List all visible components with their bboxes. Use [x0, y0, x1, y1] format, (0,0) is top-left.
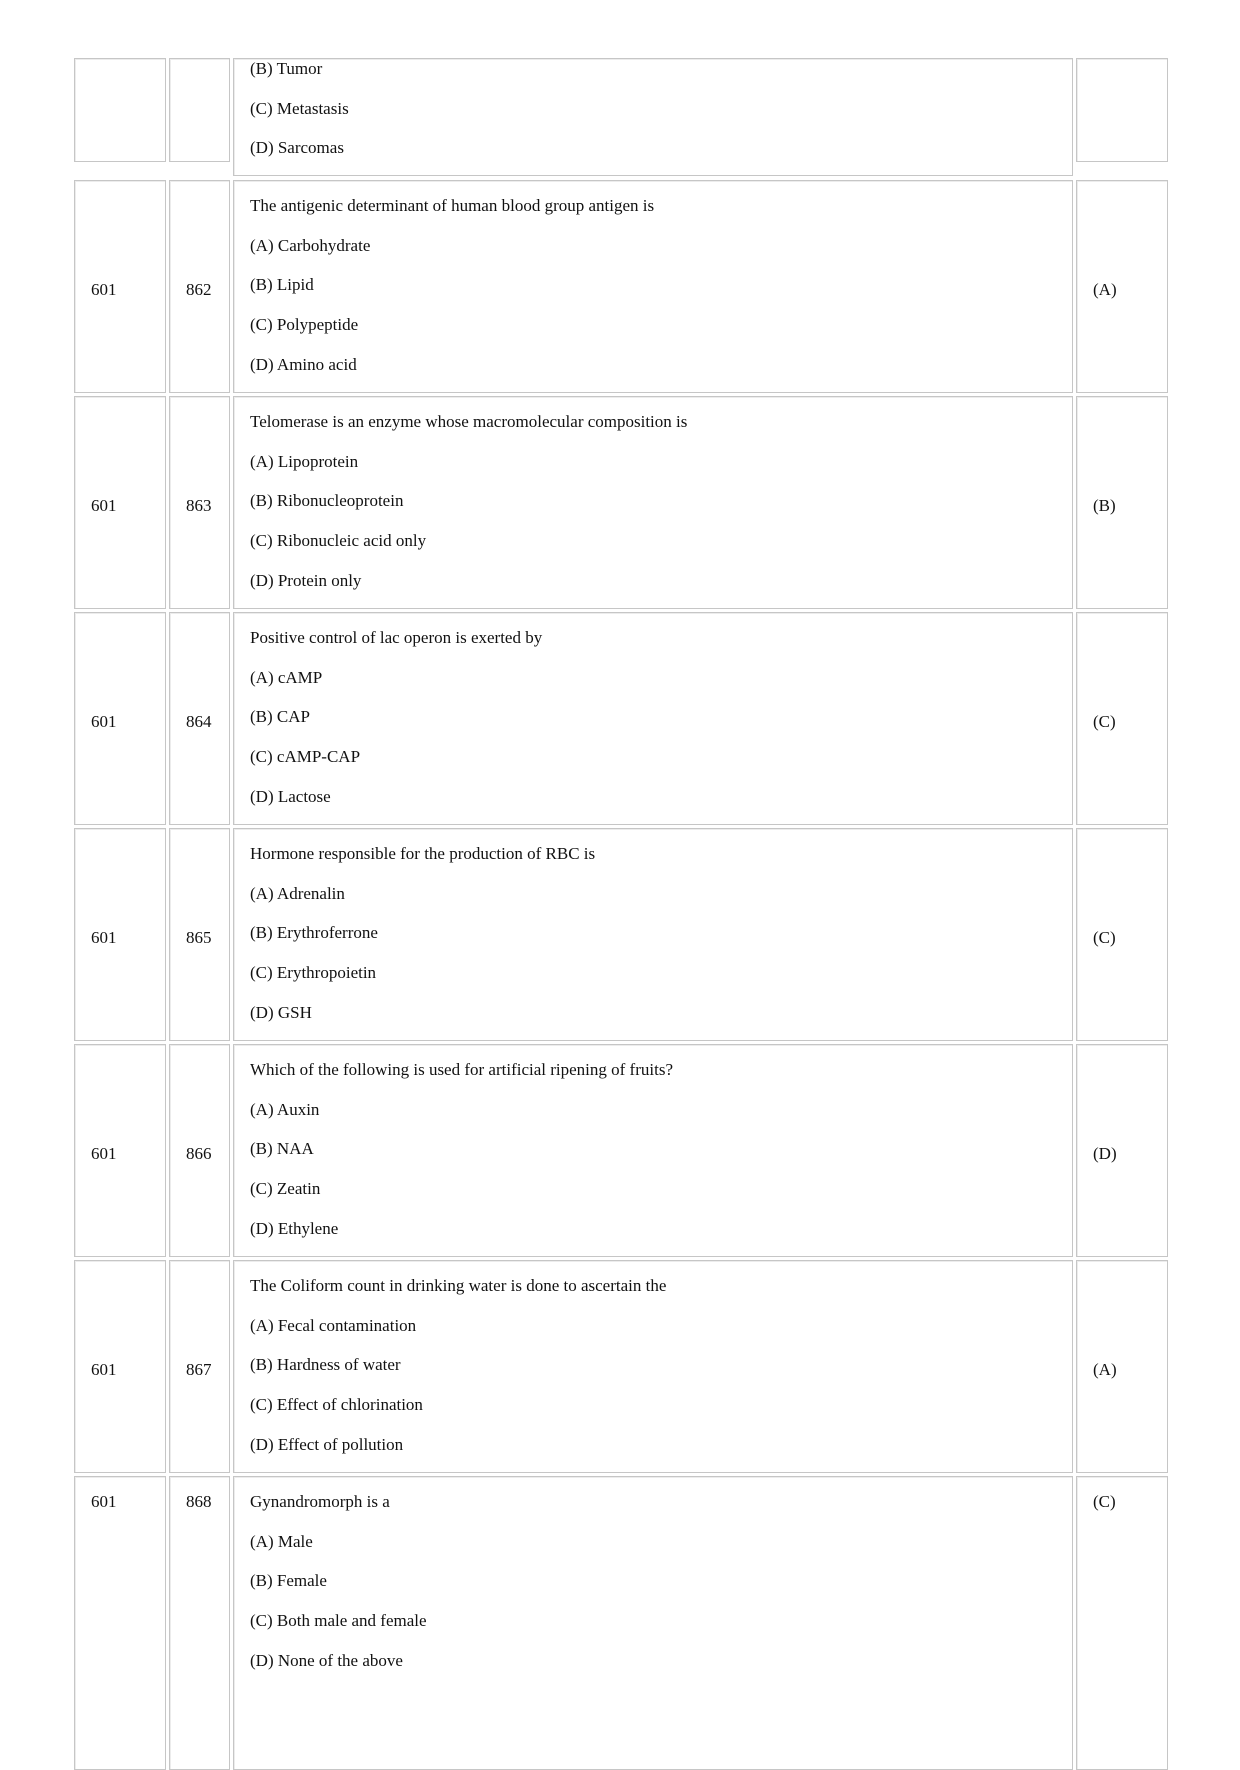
answer-key: (D) — [1093, 1143, 1117, 1163]
question-text: The antigenic determinant of human blood group antigen is — [250, 196, 655, 215]
option-text: (D) Ethylene — [250, 1218, 339, 1238]
option-text: (D) None of the above — [250, 1650, 403, 1670]
question-number: 862 — [186, 279, 212, 299]
answer-key: (C) — [1093, 711, 1116, 731]
option-text: (C) Erythropoietin — [250, 963, 377, 983]
option-text: (A) Fecal contamination — [250, 1315, 417, 1335]
question-number: 865 — [186, 927, 212, 947]
row-cell-code — [74, 180, 166, 393]
question-text: Telomerase is an enzyme whose macromolecular composition is — [250, 412, 688, 431]
option-text: (B) Female — [250, 1571, 327, 1591]
question-number: 867 — [186, 1359, 212, 1379]
option-text: (B) Hardness of water — [250, 1355, 401, 1375]
question-text: Gynandromorph is a — [250, 1492, 390, 1511]
option-text: (A) Auxin — [250, 1099, 320, 1119]
question-number: 864 — [186, 711, 212, 731]
option-text: (B) Ribonucleoprotein — [250, 491, 404, 511]
option-text: (C) Zeatin — [250, 1179, 321, 1199]
row-cell-code — [74, 828, 166, 1041]
option-text: (B) CAP — [250, 707, 310, 727]
row-cell-answer — [1076, 180, 1168, 393]
row-cell-code — [74, 1260, 166, 1473]
answer-key: (B) — [1093, 495, 1116, 515]
option-text: (C) Ribonucleic acid only — [250, 531, 427, 551]
row-cell-answer — [1076, 828, 1168, 1041]
question-number: 866 — [186, 1143, 212, 1163]
option-text: (C) Polypeptide — [250, 315, 359, 335]
option-text: (B) Erythroferrone — [250, 923, 378, 943]
option-text: (C) Both male and female — [250, 1611, 427, 1631]
question-text: Which of the following is used for artificial ripening of fruits? — [250, 1060, 673, 1079]
option-text: (C) cAMP-CAP — [250, 747, 361, 767]
question-text: Hormone responsible for the production of RBC is — [250, 844, 596, 863]
row-cell-answer — [1076, 612, 1168, 825]
option-text: (C) Effect of chlorination — [250, 1395, 423, 1415]
question-text: Positive control of lac operon is exerted by — [250, 628, 543, 647]
row-cell-number — [169, 1476, 230, 1770]
row-code: 601 — [91, 1492, 117, 1511]
row-code: 601 — [91, 1359, 117, 1379]
option-text: (D) Lactose — [250, 786, 331, 806]
answer-key: (C) — [1093, 1492, 1116, 1511]
option-text: (A) Lipoprotein — [250, 451, 359, 471]
option-text: (A) Carbohydrate — [250, 235, 371, 255]
answer-key: (A) — [1093, 279, 1117, 299]
row-cell-answer — [1076, 1476, 1168, 1770]
row-cell-number — [169, 58, 230, 162]
row-cell-code — [74, 1044, 166, 1257]
option-text: (A) cAMP — [250, 667, 323, 687]
row-code: 601 — [91, 495, 117, 515]
row-code: 601 — [91, 1143, 117, 1163]
question-number: 863 — [186, 495, 212, 515]
option-text: (B) NAA — [250, 1139, 314, 1159]
row-cell-answer — [1076, 1044, 1168, 1257]
option-text: (D) Effect of pollution — [250, 1434, 404, 1454]
option-text: (A) Male — [250, 1531, 313, 1551]
row-cell-answer — [1076, 396, 1168, 609]
option-text: (C) Metastasis — [250, 98, 349, 118]
row-cell-code — [74, 1476, 166, 1770]
row-cell-question — [233, 58, 1073, 176]
question-number: 868 — [186, 1492, 212, 1511]
option-text: (D) Amino acid — [250, 354, 357, 374]
row-cell-answer — [1076, 58, 1168, 162]
row-cell-code — [74, 58, 166, 162]
row-code: 601 — [91, 279, 117, 299]
option-text: (B) Lipid — [250, 275, 314, 295]
row-cell-code — [74, 396, 166, 609]
option-text: (D) Sarcomas — [250, 138, 344, 158]
option-text: (D) GSH — [250, 1002, 312, 1022]
option-text: (D) Protein only — [250, 570, 362, 590]
question-text: The Coliform count in drinking water is done to ascertain the — [250, 1276, 667, 1295]
row-code: 601 — [91, 927, 117, 947]
row-code: 601 — [91, 711, 117, 731]
option-text: (A) Adrenalin — [250, 883, 345, 903]
option-text: (B) Tumor — [250, 59, 323, 78]
row-cell-code — [74, 612, 166, 825]
answer-key: (A) — [1093, 1359, 1117, 1379]
row-cell-answer — [1076, 1260, 1168, 1473]
answer-key: (C) — [1093, 927, 1116, 947]
